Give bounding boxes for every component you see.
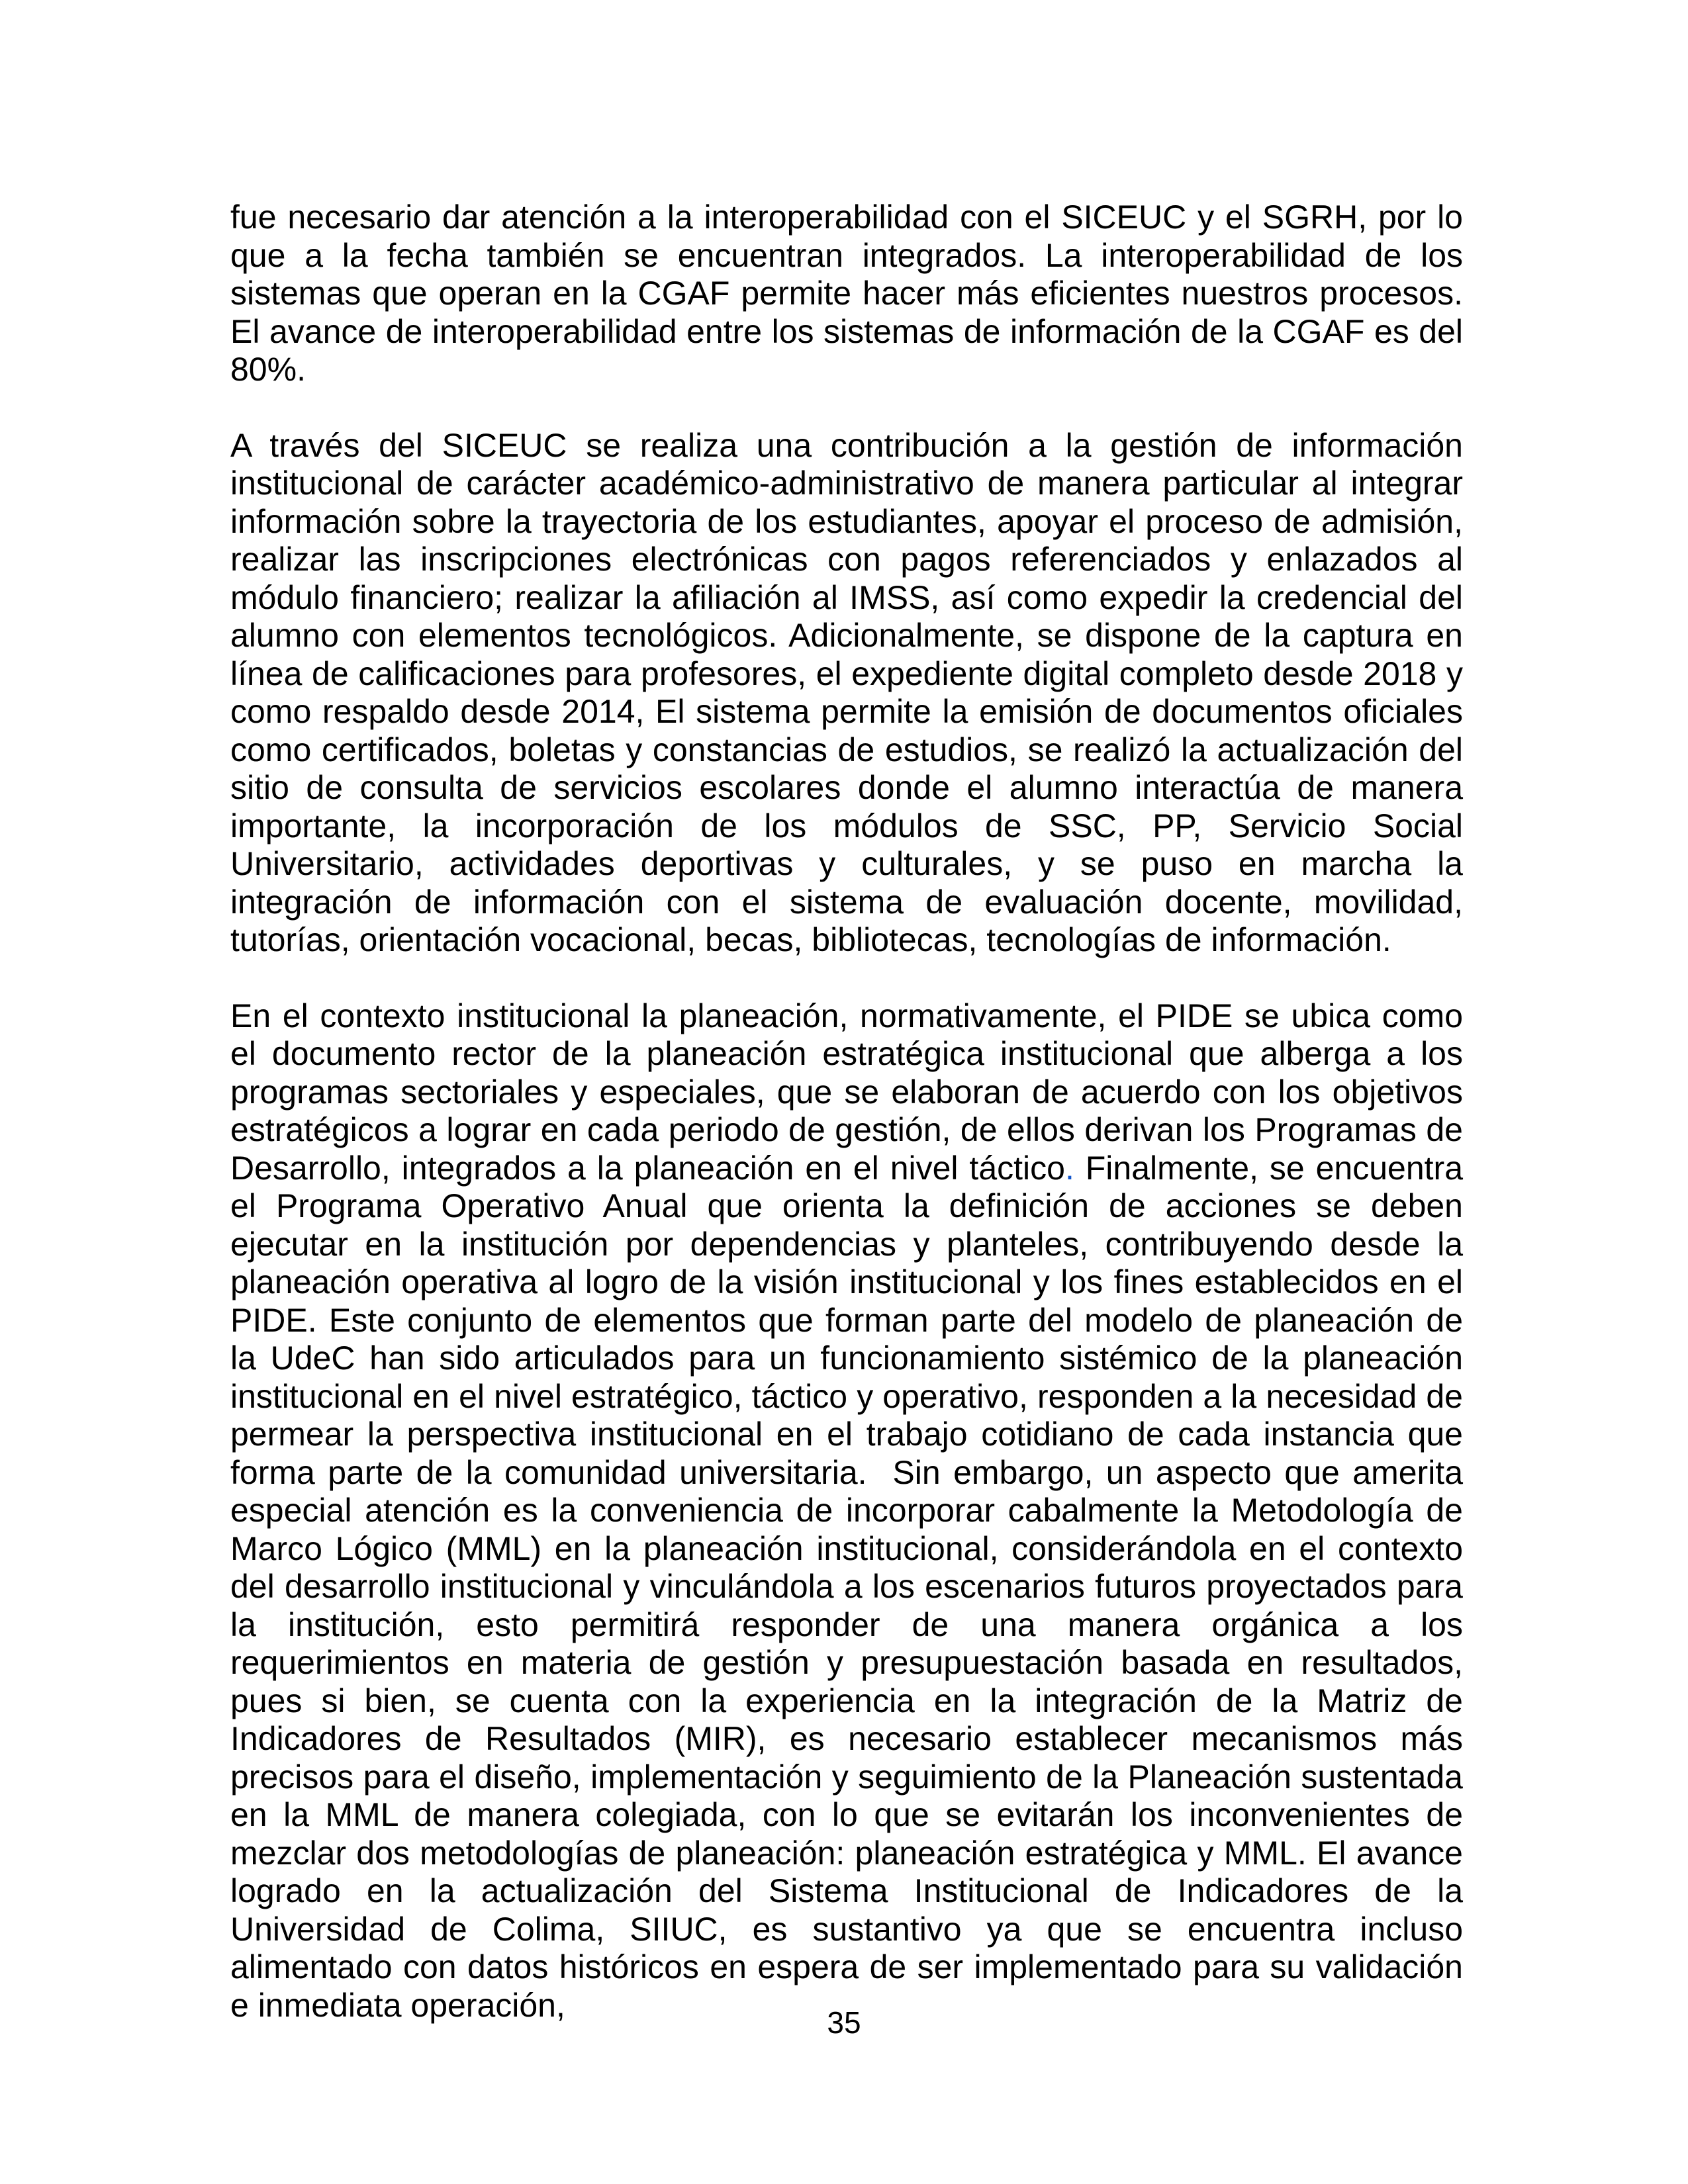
- paragraph-interoperabilidad: fue necesario dar atención a la interoperabilidad con el SICEUC y el SGRH, por lo que a la fecha también se encuentran integrados. La interoperabilidad de los sistemas que operan en la CGAF permite hacer más eficientes nuestros procesos. El avance de interoperabilidad entre los sistemas de información de la CGAF es del 80%.: [230, 199, 1463, 388]
- paragraph-planeacion-text-after-accent: Finalmente, se encuentra el Programa Operativo Anual que orienta la definición de acciones se deben ejecutar en la institución por dependencias y planteles, contribuyendo desde la planeación operativa al logro de la visión institucional y los fines establecidos en el PIDE. Este conjunto de elementos que forman parte del modelo de planeación de la UdeC han sido articulados para un funcionamiento sistémico de la planeación institucional en el nivel estratégico, táctico y operativo, responden a la necesidad de permear la perspectiva institucional en el trabajo cotidiano de cada instancia que forma parte de la comunidad universitaria. Sin embargo, un aspecto que amerita especial atención es la conveniencia de incorporar cabalmente la Metodología de Marco Lógico (MML) en la planeación institucional, considerándola en el contexto del desarrollo institucional y vinculándola a los escenarios futuros proyectados para la institución, esto permitirá responder de una manera orgánica a los requerimientos en materia de gestión y presupuestación basada en resultados, pues si bien, se cuenta con la experiencia en la integración de la Matriz de Indicadores de Resultados (MIR), es necesario establecer mecanismos más precisos para el diseño, implementación y seguimiento de la Planeación sustentada en la MML de manera colegiada, con lo que se evitarán los inconvenientes de mezclar dos metodologías de planeación: planeación estratégica y MML. El avance logrado en la actualización del Sistema Institucional de Indicadores de la Universidad de Colima, SIIUC, es sustantivo ya que se encuentra incluso alimentado con datos históricos en espera de ser implementado para su validación e inmediata operación,: [230, 1149, 1463, 2024]
- paragraph-siceuc: A través del SICEUC se realiza una contribución a la gestión de información institucional de carácter académico-administrativo de manera particular al integrar información sobre la trayectoria de los estudiantes, apoyar el proceso de admisión, realizar las inscripciones electrónicas con pagos referenciados y enlazados al módulo financiero; realizar la afiliación al IMSS, así como expedir la credencial del alumno con elementos tecnológicos. Adicionalmente, se dispone de la captura en línea de calificaciones para profesores, el expediente digital completo desde 2018 y como respaldo desde 2014, El sistema permite la emisión de documentos oficiales como certificados, boletas y constancias de estudios, se realizó la actualización del sitio de consulta de servicios escolares donde el alumno interactúa de manera importante, la incorporación de los módulos de SSC, PP, Servicio Social Universitario, actividades deportivas y culturales, y se puso en marcha la integración de información con el sistema de evaluación docente, movilidad, tutorías, orientación vocacional, becas, bibliotecas, tecnologías de información.: [230, 426, 1463, 958]
- paragraph-planeacion-text-before-accent: En el contexto institucional la planeación, normativamente, el PIDE se ubica como el documento rector de la planeación estratégica institucional que alberga a los programas sectoriales y especiales, que se elaboran de acuerdo con los objetivos estratégicos a lograr en cada periodo de gestión, de ellos derivan los Programas de Desarrollo, integrados a la planeación en el nivel táctico: [230, 997, 1463, 1187]
- paragraph-planeacion: [230, 997, 1463, 2025]
- accent-period: .: [1064, 1149, 1074, 1187]
- page-body-text: [230, 199, 1463, 2062]
- page-number: 35: [827, 2005, 861, 2040]
